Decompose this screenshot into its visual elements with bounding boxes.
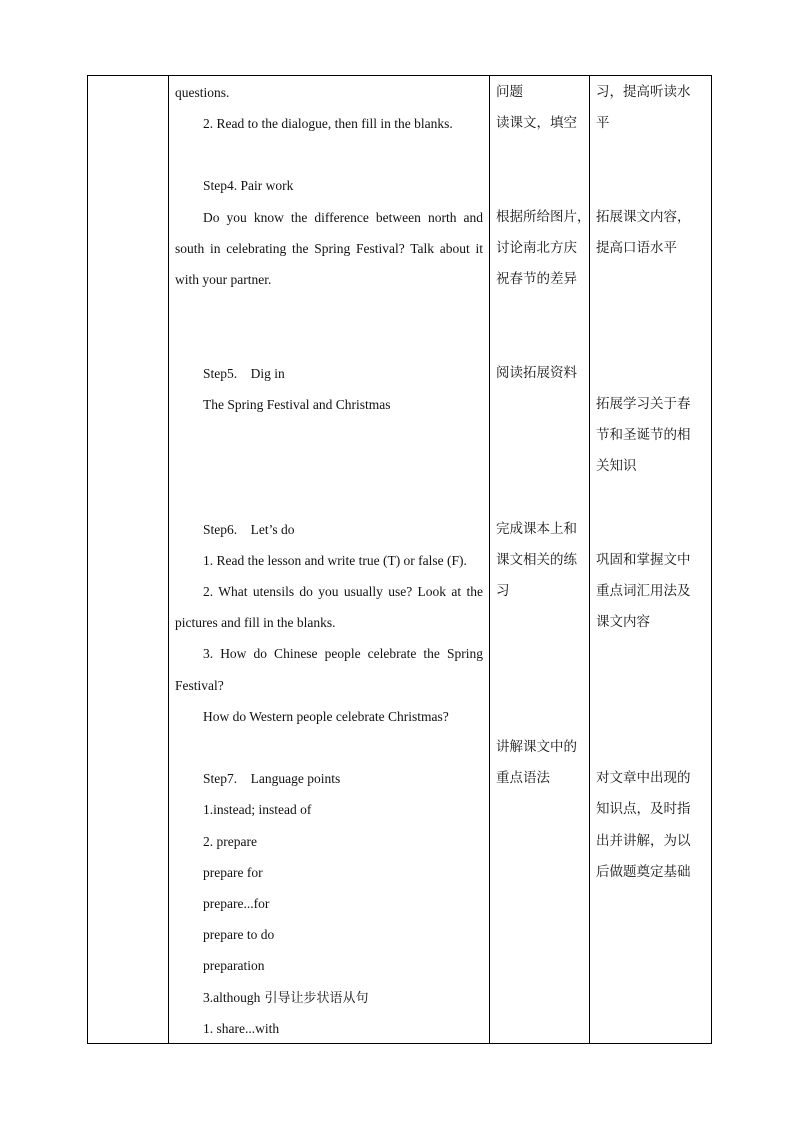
process-line: 3. How do Chinese people celebrate the Spring: [203, 646, 483, 661]
step-heading: Step6. Let’s do: [203, 522, 295, 537]
process-line: 2. Read to the dialogue, then fill in the blanks.: [203, 116, 453, 131]
process-line: 1. Read the lesson and write true (T) or false (F).: [203, 553, 467, 568]
activity-line: 读课文，填空: [496, 115, 577, 131]
activity-line: 讨论南北方庆: [496, 240, 577, 256]
process-line: How do Western people celebrate Christmas?: [203, 709, 449, 724]
activity-line: 问题: [496, 84, 523, 100]
process-line: prepare...for: [203, 896, 270, 911]
process-line: with your partner.: [175, 272, 272, 287]
process-line: Do you know the difference between north and: [203, 210, 483, 225]
process-line: The Spring Festival and Christmas: [203, 397, 391, 412]
process-line: 1.instead; instead of: [203, 802, 312, 817]
purpose-line: 重点词汇用法及: [596, 583, 691, 599]
step-heading: Step7. Language points: [203, 771, 341, 786]
process-line: 1. share...with: [203, 1021, 280, 1036]
process-line: pictures and fill in the blanks.: [175, 615, 336, 630]
process-line: [203, 982, 483, 1013]
purpose-line: 知识点，及时指: [596, 801, 691, 817]
purpose-line: 平: [596, 115, 610, 131]
activity-line: 根据所给图片，: [496, 209, 591, 225]
purpose-line: 拓展学习关于春: [596, 396, 691, 412]
activity-line: 阅读拓展资料: [496, 365, 577, 381]
purpose-line: 对文章中出现的: [596, 770, 691, 786]
purpose-line: 课文内容: [596, 614, 650, 630]
process-line: south in celebrating the Spring Festival? Talk about it: [175, 241, 483, 256]
process-line: Festival?: [175, 678, 224, 693]
purpose-line: 巩固和掌握文中: [596, 552, 691, 568]
step-heading: Step4. Pair work: [203, 178, 294, 193]
purpose-line: 后做题奠定基础: [596, 864, 691, 880]
purpose-line: 节和圣诞节的相: [596, 427, 691, 443]
lesson-plan-table: [87, 75, 712, 1044]
design-purpose-cell: [590, 76, 712, 1044]
purpose-line: 习，提高听读水: [596, 84, 691, 100]
activity-line: 课文相关的练: [496, 552, 577, 568]
purpose-line: 提高口语水平: [596, 240, 677, 256]
purpose-line: 拓展课文内容，: [596, 209, 691, 225]
activity-line: 习: [496, 583, 510, 599]
process-line: questions.: [175, 85, 230, 100]
process-line: 2. prepare: [203, 834, 257, 849]
grammar-word: 3.although: [203, 990, 261, 1005]
teaching-process-cell: [169, 76, 490, 1044]
table-row: [88, 76, 712, 1044]
grammar-note: 引导让步状语从句: [260, 991, 369, 1006]
process-line: preparation: [203, 958, 265, 973]
purpose-line: 出并讲解，为以: [596, 833, 691, 849]
activity-line: 讲解课文中的: [496, 739, 577, 755]
stage-cell: [88, 76, 169, 1044]
student-activity-cell: [490, 76, 590, 1044]
process-line: 2. What utensils do you usually use? Look at the: [203, 584, 483, 599]
activity-line: 完成课本上和: [496, 521, 577, 537]
activity-line: 重点语法: [496, 770, 550, 786]
process-line: prepare for: [203, 865, 263, 880]
purpose-line: 关知识: [596, 458, 637, 474]
activity-line: 祝春节的差异: [496, 271, 577, 287]
step-heading: Step5. Dig in: [203, 366, 285, 381]
process-line: prepare to do: [203, 927, 275, 942]
